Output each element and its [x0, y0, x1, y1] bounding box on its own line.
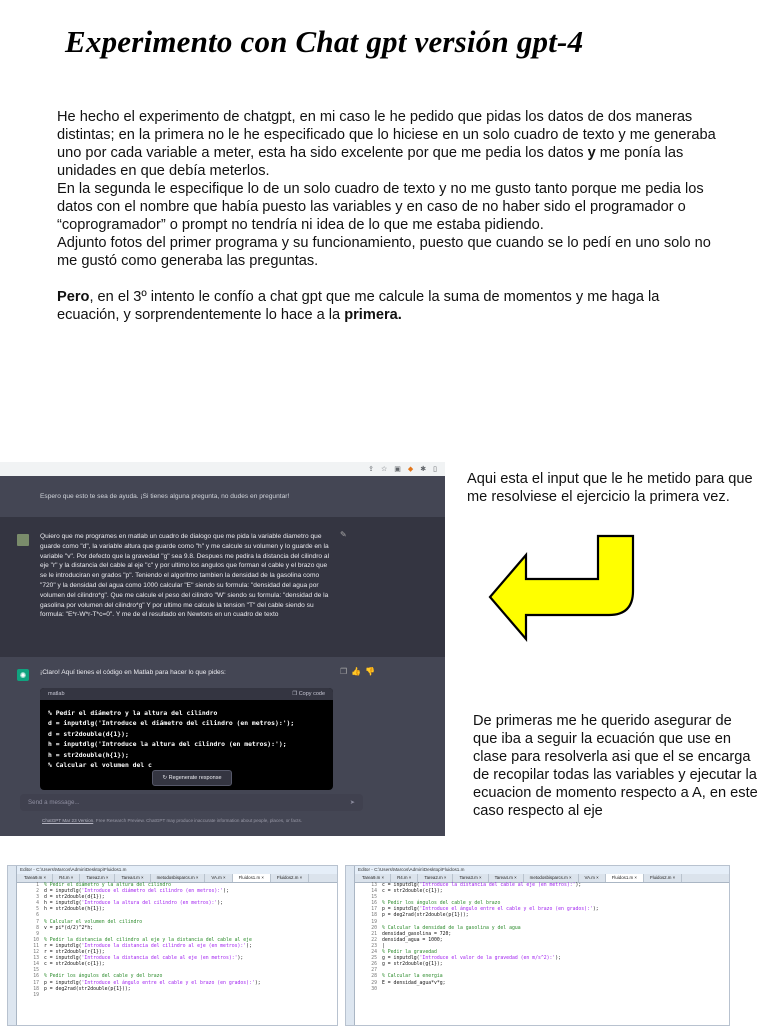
extension-icon: ▣ [394, 466, 401, 473]
code-line: h = inputdlg('Introduce la altura del cilindro (en metros):'); [48, 740, 287, 749]
code-line: densidad_agua = 1000; [382, 937, 443, 943]
edit-icon[interactable]: ✎ [340, 530, 347, 539]
line-number: 18 [33, 986, 39, 992]
method-note: De primeras me he querido asegurar de que iba a seguir la ecuación que use en clase para resolverla asi que el se encarga de recopilar todas las variables y ejecutar la ecuacion de momento respecto a A, en este caso respecto al eje [473, 713, 758, 819]
line-number: 14 [33, 962, 39, 968]
code-line: g = str2double(g{1}); [382, 962, 443, 968]
line-number: 15 [371, 895, 377, 901]
line-number: 26 [371, 962, 377, 968]
user-message [0, 517, 445, 657]
editor-tabs [8, 874, 337, 883]
editor-tab[interactable]: VA.m × [205, 874, 232, 882]
code-line: % Pedir los ángulos del cable y del brazo [44, 974, 163, 980]
message-input[interactable] [20, 794, 363, 811]
code-line: h = inputdlg('Introduce la altura del cilindro (en metros):'); [44, 901, 224, 907]
source-code [382, 883, 599, 993]
paragraph-4 [57, 288, 717, 324]
line-number: 21 [371, 931, 377, 937]
editor-tab[interactable]: Tarea9.m × [18, 874, 53, 882]
line-number: 24 [371, 950, 377, 956]
matlab-editor-left [7, 865, 338, 1026]
line-number: 17 [33, 980, 39, 986]
line-number: 30 [371, 986, 377, 992]
line-number: 1 [36, 883, 39, 888]
line-number: 22 [371, 937, 377, 943]
code-line: v = pi*(d/2)^2*h; [44, 925, 94, 931]
line-number: 25 [371, 956, 377, 962]
code-line: r = inputdlg('Introduce la distancia del cilindro al eje (en metros):'); [44, 943, 252, 949]
code-line: % Pedir la gravedad [382, 950, 437, 956]
star-icon: ☆ [380, 466, 388, 473]
line-number: 9 [36, 931, 39, 937]
code-line [44, 993, 261, 999]
share-icon: ⇪ [368, 466, 374, 473]
paragraph-1-text: He hecho el experimento de chatgpt, en mi caso le he pedido que pidas los datos de dos maneras distintas; en la primera no le he especificado que lo hiciese en un solo cuadro de texto y me generaba uno por cada variable a meter, esta ha sido excelente por que me pedia los datos [57, 109, 716, 161]
line-number: 29 [371, 980, 377, 986]
copy-code-label: Copy code [298, 691, 325, 697]
regenerate-icon: ↻ [162, 775, 169, 781]
line-numbers [17, 883, 39, 999]
code-line: p = deg2rad(str2double(p{1})); [382, 913, 469, 919]
editor-tab[interactable]: Fluidos1.m × [606, 874, 644, 882]
code-line: d = str2double(d{1}); [48, 729, 129, 738]
editor-tab[interactable]: VA.m × [579, 874, 606, 882]
chatgpt-logo-icon: ✺ [17, 669, 29, 681]
code-line: E = densidad_agua*v*g; [382, 980, 446, 986]
code-line: d = inputdlg('Introduce el diámetro del cilindro (en metros):'); [48, 719, 295, 728]
code-line: densidad_gasolina = 720; [382, 931, 452, 937]
line-number: 8 [36, 925, 39, 931]
code-line: c = str2double(c{1}); [382, 889, 443, 895]
line-number: 27 [371, 968, 377, 974]
line-number: 16 [33, 974, 39, 980]
line-number: 14 [371, 889, 377, 895]
assistant-intro: ¡Claro! Aquí tienes el código en Matlab para hacer lo que pides: [40, 669, 226, 676]
matlab-editor-right [345, 865, 730, 1026]
code-line: p = inputdlg('Introduce el ángulo entre el cable y el brazo (en grados):'); [44, 980, 261, 986]
editor-tab[interactable]: R4.m × [391, 874, 418, 882]
code-line: % Calcular la energia [382, 974, 443, 980]
line-number: 7 [36, 919, 39, 925]
editor-tab[interactable]: Tarea4.m × [115, 874, 150, 882]
code-line: p = inputdlg('Introduce el ángulo entre el cable y el brazo (en grados):'); [382, 907, 599, 913]
line-number: 19 [33, 992, 39, 998]
code-line: p = deg2rad(str2double(p{1})); [44, 986, 131, 992]
line-number: 3 [36, 895, 39, 901]
paragraph-2: En la segunda le especifique lo de un solo cuadro de texto y no me gusto tanto porque me pedia los datos con el nombre que había puesto las variables y en caso de no haber sido el programador o “coprogramador” o prompt no tendría ni idea de lo que me estaba pidiendo. [57, 181, 704, 233]
editor-title: Editor - C:\Users\Marcos\Admin\Desktop\Fluidos1.m [8, 866, 337, 874]
code-line: d = str2double(d{1}); [44, 895, 105, 901]
current-folder-panel [8, 866, 17, 1025]
current-folder-panel [346, 866, 355, 1025]
chat-footer [42, 818, 302, 823]
line-number: 12 [33, 950, 39, 956]
code-line: g = inputdlg('Introduce el valor de la gravedad (en m/s^2):'); [382, 956, 562, 962]
version-link[interactable]: ChatGPT Mar 23 Version [42, 818, 94, 823]
code-line: d = inputdlg('Introduce el diámetro del cilindro (en metros):'); [44, 889, 229, 895]
browser-toolbar [0, 462, 445, 476]
user-avatar [17, 534, 29, 546]
body-text [57, 108, 717, 324]
line-number: 19 [371, 919, 377, 925]
code-line: c = inputdlg('Introduce la distancia del cable al eje (en metros):'); [44, 956, 244, 962]
code-line: % Calcular el volumen del cilindro [44, 919, 143, 925]
line-number: 5 [36, 907, 39, 913]
editor-tab[interactable]: metodosbisparcs.m × [524, 874, 579, 882]
regenerate-label: Regenerate response [168, 775, 222, 781]
line-number: 17 [371, 907, 377, 913]
footer-text: . Free Research Preview. ChatGPT may produce inaccurate information about people, places, or facts. [93, 818, 303, 823]
line-number: 20 [371, 925, 377, 931]
paragraph-3: Adjunto fotos del primer programa y su funcionamiento, puesto que cuando se lo pedí en uno solo no me gustó como generaba las preguntas. [57, 235, 711, 269]
editor-tabs [346, 874, 729, 883]
paragraph-1 [57, 108, 717, 180]
feedback-icons[interactable]: ❐👍👎 [340, 667, 380, 676]
user-prompt: Quiero que me programes en matlab un cuadro de dialogo que me pida la variable diametro que guarde como "d", la variable altura que guarde como "h" y me calcule su volumen y lo guarde en la variable "v". Por defecto que la gravedad "g" sea 9.8. Despues me pedira la distancia del cilindro al eje "r" y la distancia del cable al eje "c" y por ultimo los angulos que forman el cable y el brazo que se le introduciran en grados "p". Teniendo el algoritmo tambien la densidad de la gasolina como "720" y la densidad del agua como 1000 calcular "E" siendo su formula: "densidad del agua por volumen del cilindro*g". Que me calcule el peso del cilindro "W" siendo su formula: "densidad de la gasolina por volumen del cilindro*g" Y por ultimo me calcule la tension "T" del cable siendo su formula: "E*r-W*r-T*c=0". Y me de el resultado en Newtons en un cuadro de texto [40, 533, 330, 619]
code-line: % Calcular la densidad de la gasolina y del agua [382, 925, 521, 931]
editor-tab[interactable]: Tarea2.m × [418, 874, 453, 882]
paragraph-4-bold-end: primera. [344, 307, 402, 323]
line-number: 4 [36, 901, 39, 907]
code-content [40, 700, 333, 770]
line-number: 28 [371, 974, 377, 980]
editor-tab[interactable]: Fluidos1.m × [233, 874, 271, 882]
paragraph-1-text-end: me ponía las unidades en que debía meterlos. [57, 145, 684, 179]
code-language: matlab [48, 691, 65, 697]
line-number: 15 [33, 968, 39, 974]
code-line: c = str2double(c{1}); [44, 962, 105, 968]
code-line: r = str2double(r{1}); [44, 950, 105, 956]
fox-icon: ◆ [407, 466, 414, 473]
code-line: h = str2double(h{1}); [44, 907, 105, 913]
code-header [40, 688, 333, 700]
line-number: 13 [33, 956, 39, 962]
line-number: 10 [33, 937, 39, 943]
editor-tab[interactable]: Tarea9.m × [356, 874, 391, 882]
regenerate-response-button[interactable] [152, 770, 232, 786]
code-line: % Pedir el diámetro y la altura del cilindro [48, 709, 218, 717]
editor-title: Editor - C:\Users\Marcos\Admin\Desktop\Fluidos1.m [346, 866, 729, 874]
line-numbers [355, 883, 377, 993]
line-number: 11 [33, 943, 39, 949]
line-number: 23 [371, 943, 377, 949]
paragraph-1-bold: y [587, 145, 596, 161]
chatgpt-screenshot [0, 462, 445, 836]
line-number: 6 [36, 913, 39, 919]
code-line: % Pedir el diámetro y la altura del cilindro [44, 883, 172, 888]
editor-tab[interactable]: Tarea2.m × [80, 874, 115, 882]
code-line: % Pedir los ángulos del cable y del brazo [382, 901, 501, 907]
page-title: Experimento con Chat gpt versión gpt-4 [65, 24, 584, 59]
editor-tab[interactable]: R4.m × [53, 874, 80, 882]
editor-tab[interactable]: Fluidos2.m × [271, 874, 309, 882]
line-number: 16 [371, 901, 377, 907]
line-number: 13 [371, 883, 377, 888]
editor-tab[interactable]: Tarea4.m × [489, 874, 524, 882]
message-input-placeholder: Send a message... [28, 799, 80, 806]
code-line: % Calcular el volumen del c [48, 761, 152, 770]
assistant-message [0, 657, 445, 836]
input-note: Aqui esta el input que le he metido para que me resolviese el ejercicio la primera vez. [467, 471, 753, 505]
send-icon[interactable]: ➤ [349, 799, 355, 806]
editor-tab[interactable]: Fluidos2.m × [644, 874, 682, 882]
code-line: | [382, 943, 385, 949]
code-line: % Pedir la distancia del cilindro al eje y la distancia del cable al eje [44, 937, 252, 943]
puzzle-icon: ✱ [420, 466, 427, 473]
editor-tab[interactable]: metodosbisparcs.m × [151, 874, 206, 882]
copy-code-button[interactable]: ❐ Copy code [292, 691, 325, 697]
code-line: c = inputdlg('Introduce la distancia del cable al eje (en metros):'); [382, 883, 582, 888]
paragraph-4-text: , en el 3º intento le confío a chat gpt que me calcule la suma de momentos y me haga la ecuación, y sorprendentemente lo hace a la [57, 289, 660, 323]
line-number: 2 [36, 889, 39, 895]
code-line: h = str2double(h{1}); [48, 750, 129, 759]
window-icon: ▯ [433, 466, 437, 473]
editor-tab[interactable]: Tarea3.m × [453, 874, 488, 882]
previous-message: Espero que esto te sea de ayuda. ¡Si tienes alguna pregunta, no dudes en preguntar! [0, 476, 445, 517]
source-code [44, 883, 261, 999]
yellow-arrow-icon [486, 533, 646, 645]
code-line [382, 987, 599, 993]
line-number: 18 [371, 913, 377, 919]
paragraph-4-bold-start: Pero [57, 289, 90, 305]
